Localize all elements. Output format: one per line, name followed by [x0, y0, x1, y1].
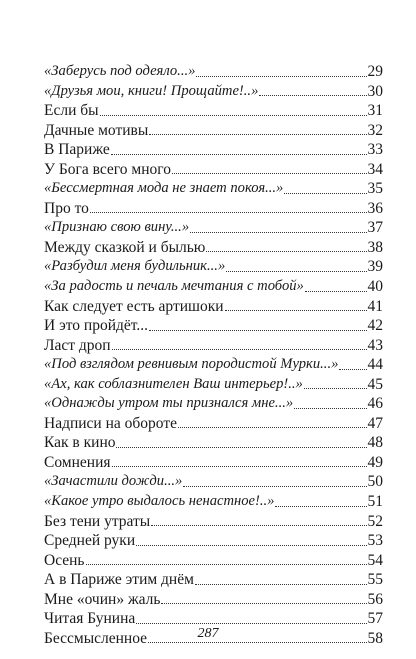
- toc-entry: [44, 590, 383, 610]
- toc-entry: [44, 101, 383, 121]
- toc-entry: [44, 277, 383, 297]
- toc-entry-page: 54: [367, 551, 383, 569]
- dot-leader: [206, 251, 366, 252]
- dot-leader: [86, 564, 367, 565]
- toc-entry: [44, 140, 383, 160]
- dot-leader: [294, 408, 366, 409]
- toc-entry-page: 44: [367, 356, 383, 374]
- dot-leader: [151, 525, 366, 526]
- table-of-contents: [44, 62, 383, 648]
- toc-entry-title: Бессмысленное: [44, 629, 148, 647]
- toc-entry-page: 52: [367, 512, 383, 530]
- toc-entry-page: 38: [367, 238, 383, 256]
- toc-entry-title: Средней руки: [44, 532, 136, 550]
- dot-leader: [226, 271, 366, 272]
- dot-leader: [225, 310, 367, 311]
- dot-leader: [305, 291, 367, 292]
- toc-entry-page: 40: [367, 278, 383, 296]
- toc-entry: [44, 336, 383, 356]
- page-number: 287: [197, 626, 219, 641]
- toc-entry-title: «Заберусь под одеяло...»: [44, 63, 196, 79]
- toc-entry: [44, 238, 383, 258]
- toc-entry-page: 45: [367, 375, 383, 393]
- toc-entry-title: «Под взглядом ревнивым породистой Мурки...»: [44, 356, 339, 373]
- toc-entry: [44, 414, 383, 434]
- dot-leader: [304, 388, 367, 389]
- toc-entry-title: Про то: [44, 199, 89, 217]
- toc-entry: [44, 199, 383, 219]
- toc-entry-page: 30: [367, 82, 383, 100]
- toc-entry-page: 50: [367, 473, 383, 491]
- toc-entry-title: «Бессмертная мода не знает покоя...»: [44, 180, 284, 197]
- toc-entry-page: 35: [367, 180, 383, 198]
- toc-entry-title: Дачные мотивы: [44, 121, 149, 139]
- toc-entry-page: 51: [367, 493, 383, 511]
- toc-entry: [44, 492, 383, 512]
- toc-entry-title: И это пройдёт...: [44, 317, 149, 335]
- toc-entry-title: Осень: [44, 551, 85, 569]
- toc-entry-title: В Париже: [44, 141, 110, 159]
- toc-entry-title: Надписи на обороте: [44, 414, 177, 432]
- toc-entry-page: 46: [367, 395, 383, 413]
- toc-entry: [44, 355, 383, 375]
- toc-entry-page: 56: [367, 590, 383, 608]
- toc-entry-page: 57: [367, 610, 383, 628]
- dot-leader: [259, 95, 366, 96]
- toc-entry: [44, 453, 383, 473]
- dot-leader: [90, 212, 367, 213]
- toc-entry: [44, 375, 383, 395]
- toc-entry-page: 32: [367, 121, 383, 139]
- toc-entry: [44, 62, 383, 82]
- toc-entry-page: 58: [367, 629, 383, 647]
- dot-leader: [148, 642, 366, 643]
- dot-leader: [112, 466, 367, 467]
- toc-entry-page: 37: [367, 219, 383, 237]
- toc-entry-page: 36: [367, 199, 383, 217]
- toc-entry-title: Если бы: [44, 102, 99, 120]
- toc-entry-page: 49: [367, 453, 383, 471]
- dot-leader: [161, 603, 366, 604]
- toc-entry: [44, 82, 383, 102]
- toc-entry: [44, 551, 383, 571]
- toc-entry-page: 53: [367, 532, 383, 550]
- toc-entry: [44, 121, 383, 141]
- dot-leader: [111, 154, 367, 155]
- toc-entry-title: «Признаю свою вину...»: [44, 219, 190, 236]
- dot-leader: [100, 115, 367, 116]
- dot-leader: [275, 506, 366, 507]
- toc-entry-page: 41: [367, 297, 383, 315]
- toc-entry: [44, 512, 383, 532]
- toc-entry-page: 33: [367, 141, 383, 159]
- toc-entry-title: Между сказкой и былью: [44, 238, 206, 256]
- dot-leader: [195, 584, 367, 585]
- dot-leader: [190, 232, 366, 233]
- toc-entry-title: Как следует есть артишоки: [44, 297, 224, 315]
- toc-entry-title: Без тени утраты: [44, 512, 151, 530]
- dot-leader: [112, 349, 367, 350]
- toc-entry: [44, 179, 383, 199]
- toc-entry: [44, 394, 383, 414]
- toc-entry-title: «Какое утро выдалось ненастное!..»: [44, 493, 275, 510]
- dot-leader: [149, 134, 366, 135]
- toc-entry-title: Ласт дроп: [44, 336, 111, 354]
- dot-leader: [339, 369, 366, 370]
- toc-entry-title: Как в кино: [44, 434, 116, 452]
- toc-entry-page: 42: [367, 317, 383, 335]
- toc-entry-title: «Зачастили дожди...»: [44, 473, 183, 490]
- toc-entry: [44, 531, 383, 551]
- toc-entry-page: 34: [367, 160, 383, 178]
- toc-entry-title: «За радость и печаль мечтания с тобой»: [44, 278, 304, 295]
- toc-entry-title: «Друзья мои, книги! Прощайте!..»: [44, 82, 259, 99]
- toc-entry-title: Читая Бунина: [44, 610, 136, 628]
- toc-entry-title: «Ах, как соблазнителен Ваш интерьер!..»: [44, 375, 303, 392]
- toc-entry-title: А в Париже этим днём: [44, 571, 194, 589]
- toc-entry-page: 55: [367, 571, 383, 589]
- toc-entry-page: 43: [367, 336, 383, 354]
- toc-entry: [44, 160, 383, 180]
- toc-entry-page: 48: [367, 434, 383, 452]
- toc-entry-title: Мне «очин» жаль: [44, 590, 161, 608]
- toc-entry: [44, 316, 383, 336]
- dot-leader: [116, 447, 366, 448]
- toc-entry: [44, 218, 383, 238]
- toc-entry: [44, 433, 383, 453]
- toc-entry-page: 29: [367, 63, 383, 80]
- toc-entry: [44, 257, 383, 277]
- dot-leader: [183, 486, 366, 487]
- toc-entry: [44, 472, 383, 492]
- toc-entry-title: «Однажды утром ты признался мне...»: [44, 395, 294, 412]
- toc-entry: [44, 570, 383, 590]
- toc-entry-page: 39: [367, 258, 383, 276]
- dot-leader: [284, 193, 366, 194]
- toc-entry-page: 47: [367, 414, 383, 432]
- dot-leader: [178, 427, 367, 428]
- dot-leader: [172, 173, 367, 174]
- toc-entry-title: «Разбудил меня будильник...»: [44, 258, 226, 275]
- toc-entry: [44, 297, 383, 317]
- dot-leader: [196, 76, 366, 77]
- dot-leader: [136, 623, 366, 624]
- dot-leader: [149, 330, 366, 331]
- toc-entry-title: Сомнения: [44, 453, 111, 471]
- toc-entry-page: 31: [367, 102, 383, 120]
- toc-entry-title: У Бога всего много: [44, 160, 171, 178]
- dot-leader: [136, 545, 366, 546]
